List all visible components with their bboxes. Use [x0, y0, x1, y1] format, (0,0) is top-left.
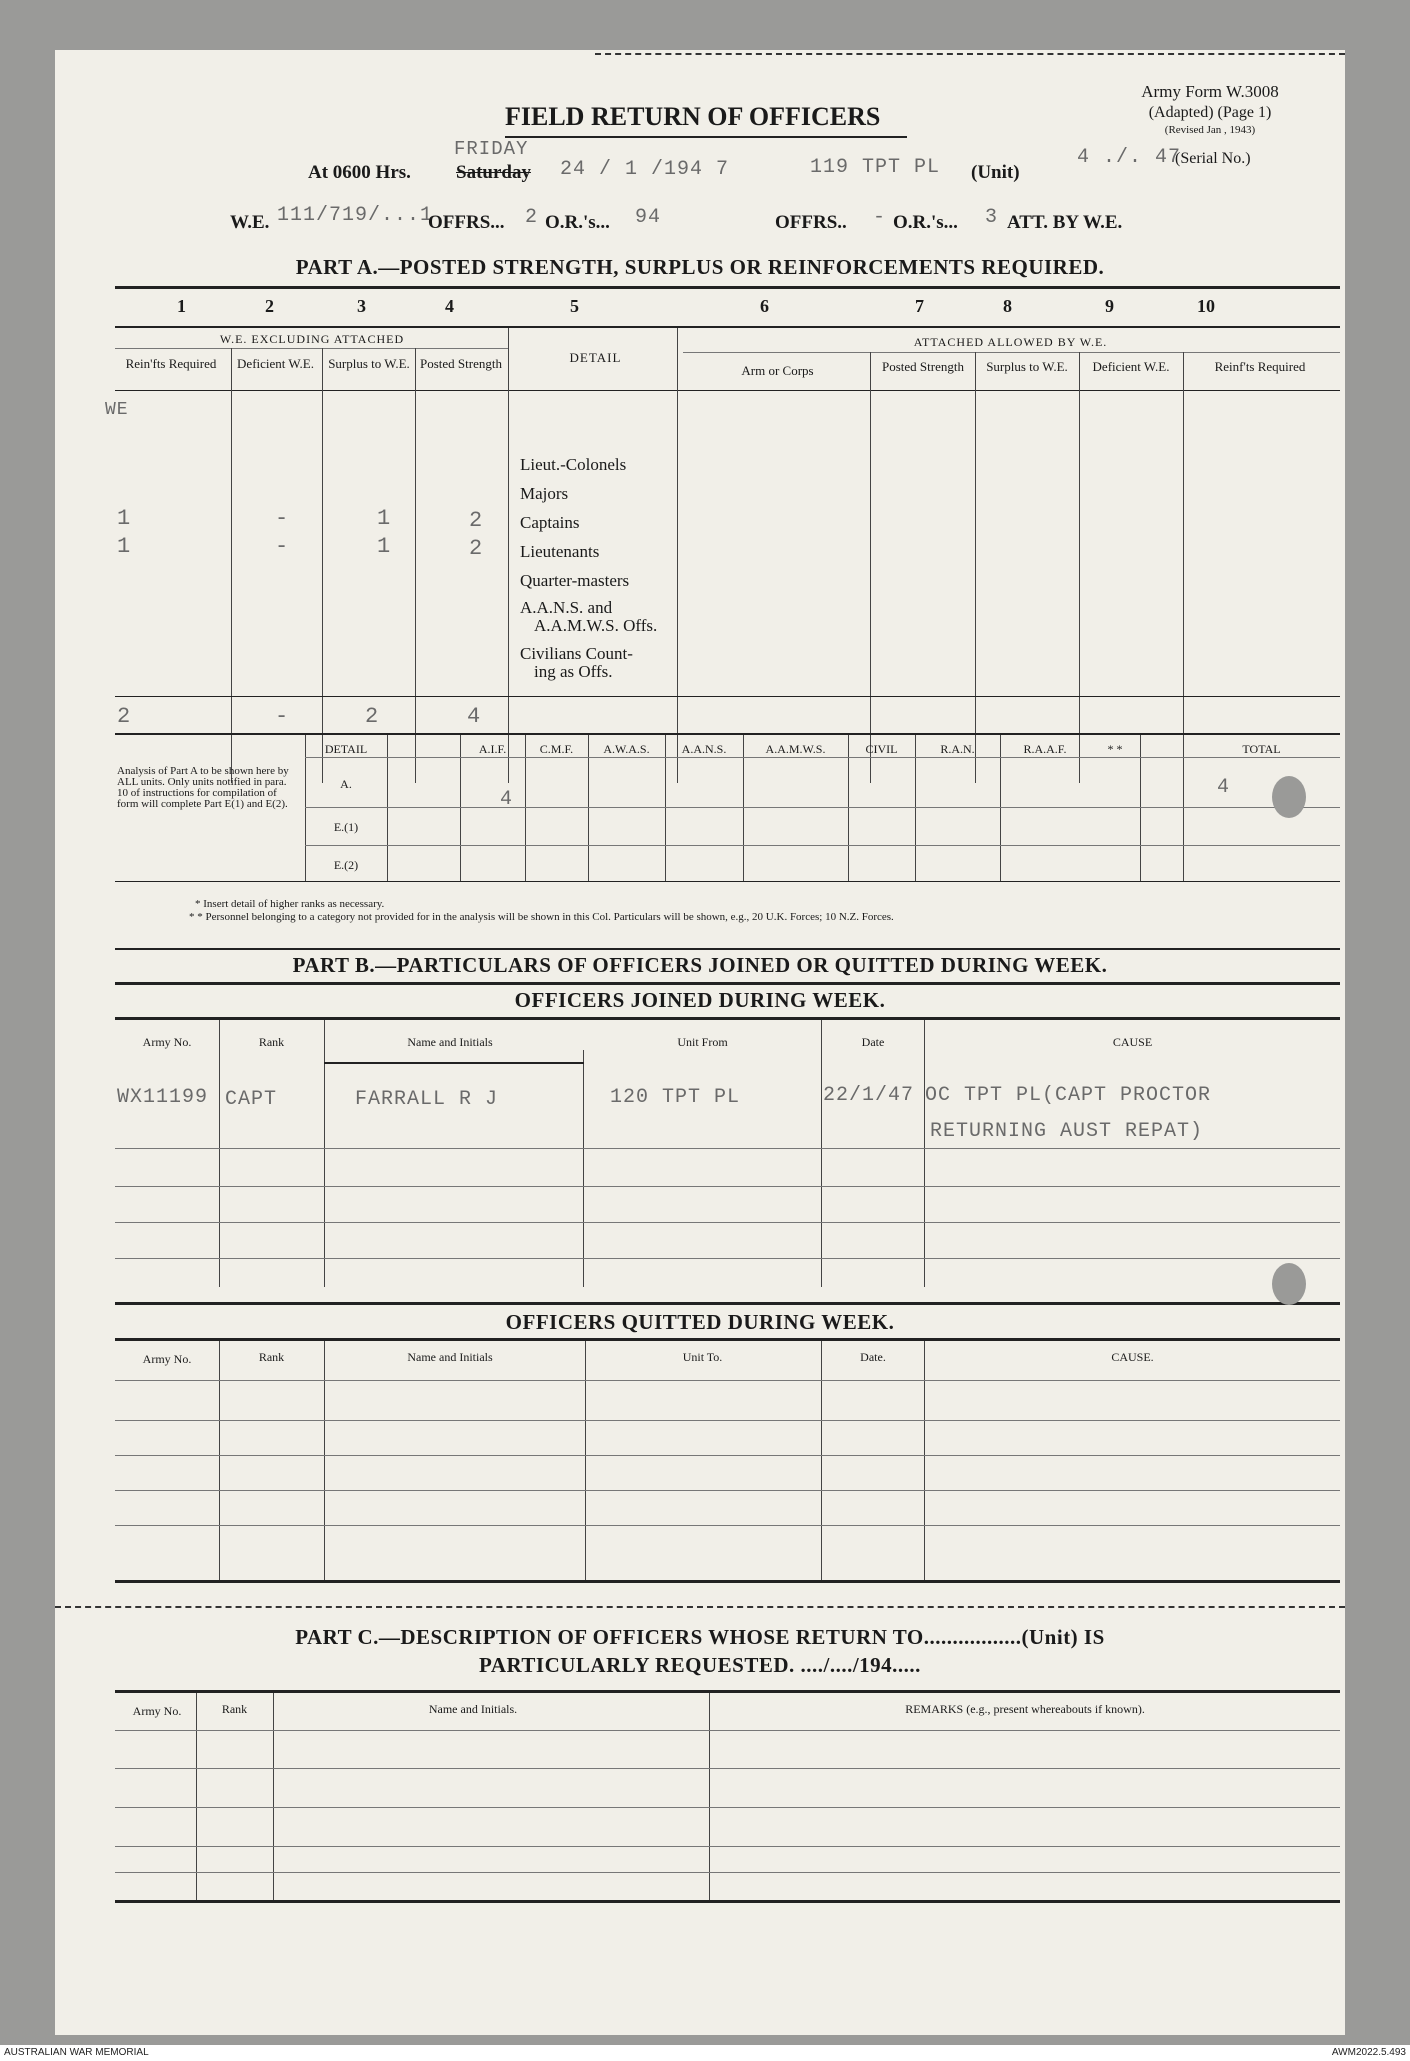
part-a-title: PART A.—POSTED STRENGTH, SURPLUS OR REINFORCEMENTS REQUIRED. — [295, 255, 1105, 279]
rule — [924, 1020, 925, 1287]
perforation-top — [595, 53, 1345, 55]
analysis-row-a: A. — [340, 777, 352, 791]
quitted-header: CAUSE. — [1111, 1350, 1154, 1364]
unit-name: 119 TPT PL — [810, 156, 941, 179]
joined-cause-line1: OC TPT PL(CAPT PROCTOR — [925, 1084, 1212, 1107]
adapted-label: (Adapted) (Page 1) — [1148, 104, 1272, 121]
joined-header: CAUSE — [1112, 1035, 1153, 1049]
rule — [683, 352, 1340, 353]
rule — [821, 1341, 822, 1581]
return-date: 24 / 1 /194 7 — [560, 158, 730, 181]
rule — [115, 1872, 1340, 1873]
rule — [115, 1580, 1340, 1583]
footer-accession-number: AWM2022.5.493 — [1331, 2047, 1406, 2058]
col-number: 3 — [357, 296, 366, 316]
detail-aans-line2: A.A.M.W.S. Offs. — [534, 616, 658, 635]
ors-att-label: O.R.'s... — [893, 212, 958, 233]
rule — [115, 1186, 1340, 1187]
rule — [305, 845, 1340, 846]
title-underline — [505, 136, 907, 138]
lieutenants-surplus: 1 — [377, 534, 392, 559]
rule — [219, 1341, 220, 1581]
analysis-row-e2: E.(2) — [333, 858, 359, 872]
analysis-note: Analysis of Part A to be shown here by ALL units. Only units notified in para. 10 of instructions for compilation of form will complete Part E(1) and E(2). — [117, 765, 289, 810]
rule — [115, 948, 1340, 950]
total-reinforcements: 2 — [117, 704, 132, 729]
rule — [115, 1258, 1340, 1259]
analysis-header: A.W.A.S. — [603, 742, 650, 756]
we-excluding-header: W.E. EXCLUDING ATTACHED — [219, 332, 405, 346]
rule — [305, 807, 1340, 808]
col-number: 9 — [1105, 296, 1114, 316]
col-number: 4 — [445, 296, 454, 316]
detail-aans-line1: A.A.N.S. and — [520, 598, 613, 617]
attached-allowed-header: ATTACHED ALLOWED BY W.E. — [913, 335, 1108, 349]
analysis-header: CIVIL — [865, 742, 898, 756]
rule — [415, 348, 416, 783]
total-surplus: 2 — [365, 704, 380, 729]
army-form-number: Army Form W.3008 — [1141, 82, 1279, 101]
ors-att-count: 3 — [985, 206, 999, 229]
rule — [1079, 352, 1080, 783]
analysis-header: R.A.N. — [940, 742, 975, 756]
col-header-deficient: Deficient W.E. — [237, 356, 314, 371]
rule — [219, 1020, 220, 1287]
col-header-att-reinforcements: Reinf'ts Required — [1214, 359, 1306, 374]
part-c-header: Rank — [221, 1702, 248, 1716]
col-header-arm-corps: Arm or Corps — [741, 363, 814, 378]
rule — [115, 348, 508, 349]
joined-cause-line2: RETURNING AUST REPAT) — [930, 1120, 1204, 1143]
offrs-att-label: OFFRS.. — [775, 212, 847, 233]
part-a-header-top — [115, 326, 1340, 328]
rule — [508, 328, 509, 783]
analysis-header: R.A.A.F. — [1023, 742, 1067, 756]
col-number: 10 — [1197, 296, 1215, 316]
rule — [115, 1380, 1340, 1381]
detail-civilians-line2: ing as Offs. — [534, 662, 613, 681]
detail-lieut-colonels: Lieut.-Colonels — [520, 455, 627, 474]
quitted-header: Name and Initials — [407, 1350, 493, 1364]
col-header-surplus: Surplus to W.E. — [328, 356, 410, 371]
detail-majors: Majors — [520, 484, 569, 503]
rule — [115, 1338, 1340, 1341]
we-number: 111/719/...1 — [277, 204, 434, 227]
joined-header: Unit From — [677, 1035, 728, 1049]
serial-label: (Serial No.) — [1175, 150, 1251, 167]
rule — [231, 348, 232, 783]
rule — [115, 1420, 1340, 1421]
detail-quarter-masters: Quarter-masters — [520, 571, 630, 590]
rule — [924, 1341, 925, 1581]
joined-rank: CAPT — [225, 1088, 278, 1111]
lieutenants-reinforcements: 1 — [117, 534, 132, 559]
rule — [115, 1017, 1340, 1020]
detail-lieutenants: Lieutenants — [520, 542, 600, 561]
col-header-att-surplus: Surplus to W.E. — [986, 359, 1068, 374]
rule — [677, 328, 678, 783]
col-header-att-deficient: Deficient W.E. — [1092, 359, 1170, 374]
rule — [305, 757, 1340, 758]
ors-count: 94 — [635, 206, 662, 229]
rule — [115, 390, 1340, 391]
rule — [115, 1900, 1340, 1903]
joined-date: 22/1/47 — [823, 1084, 915, 1107]
perforation-middle — [55, 1606, 1345, 1608]
rule — [115, 1807, 1340, 1808]
rule — [273, 1693, 274, 1900]
offrs-att-count: - — [873, 206, 887, 229]
detail-civilians — [520, 635, 657, 681]
serial-number: 4 ./. 47 — [1077, 146, 1182, 169]
unit-label: (Unit) — [971, 162, 1020, 183]
detail-captains: Captains — [520, 513, 580, 532]
analysis-header: * * — [1107, 742, 1123, 756]
rule — [585, 1341, 586, 1581]
captains-surplus: 1 — [377, 506, 392, 531]
punch-hole-lower — [1272, 1263, 1306, 1305]
col-number: 6 — [760, 296, 769, 316]
col-number: 7 — [915, 296, 924, 316]
rule — [975, 352, 976, 783]
col-header-posted-strength: Posted Strength — [420, 356, 502, 371]
rule — [115, 696, 1340, 697]
col-number: 2 — [265, 296, 274, 316]
part-c-header: Army No. — [132, 1704, 182, 1718]
quitted-header: Unit To. — [682, 1350, 723, 1364]
rule — [115, 1768, 1340, 1769]
quitted-title: OFFICERS QUITTED DURING WEEK. — [505, 1310, 895, 1334]
col-number: 1 — [177, 296, 186, 316]
rule — [115, 1302, 1340, 1305]
form-page — [55, 50, 1345, 2035]
rule — [583, 1050, 584, 1287]
joined-name: FARRALL R J — [355, 1088, 499, 1111]
analysis-header: A.A.N.S. — [681, 742, 727, 756]
rule — [115, 1730, 1340, 1731]
quitted-header: Date. — [860, 1350, 886, 1364]
detail-header: DETAIL — [569, 350, 622, 365]
col-header-att-posted: Posted Strength — [882, 359, 964, 374]
rule — [115, 1222, 1340, 1223]
at-hrs-label: At 0600 Hrs. — [308, 162, 411, 183]
offrs-label: OFFRS... — [428, 212, 505, 233]
quitted-header: Rank — [258, 1350, 285, 1364]
rule — [115, 733, 1340, 735]
part-c-header: REMARKS (e.g., present whereabouts if known). — [905, 1702, 1145, 1716]
rule — [322, 348, 323, 783]
analysis-header: DETAIL — [324, 742, 368, 756]
part-c-title-line1: PART C.—DESCRIPTION OF OFFICERS WHOSE RETURN TO.................(Unit) IS — [295, 1625, 1105, 1649]
offrs-count: 2 — [525, 206, 539, 229]
rule — [115, 1846, 1340, 1847]
part-c-title-line2: PARTICULARLY REQUESTED. ..../..../194..... — [479, 1653, 921, 1677]
part-c-header: Name and Initials. — [428, 1702, 518, 1716]
analysis-total-a: 4 — [1217, 776, 1231, 799]
lieutenants-deficient: - — [275, 534, 290, 559]
we-label: W.E. — [230, 212, 270, 233]
revised-label: (Revised Jan , 1943) — [1164, 124, 1256, 136]
analysis-header: C.M.F. — [539, 742, 574, 756]
lieutenants-posted: 2 — [469, 536, 484, 561]
rule — [196, 1693, 197, 1900]
analysis-row-e1: E.(1) — [333, 820, 359, 834]
detail-civilians-line1: Civilians Count- — [520, 644, 633, 663]
joined-army-no: WX11199 — [117, 1086, 209, 1109]
image-footer — [0, 2045, 1410, 2061]
col-number: 8 — [1003, 296, 1012, 316]
captains-deficient: - — [275, 506, 290, 531]
rule — [115, 1455, 1340, 1456]
total-posted: 4 — [467, 704, 482, 729]
rule — [709, 1693, 710, 1900]
col-number: 5 — [570, 296, 579, 316]
captains-posted: 2 — [469, 508, 484, 533]
rule — [115, 1690, 1340, 1693]
rule — [115, 1490, 1340, 1491]
analysis-header: A.I.F. — [478, 742, 507, 756]
part-b-title: PART B.—PARTICULARS OF OFFICERS JOINED OR QUITTED DURING WEEK. — [292, 953, 1108, 977]
we-annotation: WE — [105, 400, 129, 420]
detail-aans — [520, 595, 657, 635]
captains-reinforcements: 1 — [117, 506, 132, 531]
punch-hole-upper — [1272, 776, 1306, 818]
ors-label: O.R.'s... — [545, 212, 610, 233]
rule — [1183, 352, 1184, 783]
col-header-reinforcements: Rein'fts Required — [125, 356, 217, 371]
part-a-rule — [115, 286, 1340, 289]
rule — [324, 1020, 325, 1287]
rule — [870, 352, 871, 783]
joined-header: Name and Initials — [407, 1035, 493, 1049]
rule — [821, 1020, 822, 1287]
analysis-aif-a: 4 — [500, 788, 514, 811]
printed-day: Saturday — [456, 162, 531, 183]
footnote-other-personnel: * * Personnel belonging to a category not provided for in the analysis will be shown in this Col. Particulars will be shown, e.g., 20 U.K. Forces; 10 N.Z. Forces. — [189, 911, 894, 923]
detail-list — [520, 450, 657, 681]
analysis-header: A.A.M.W.S. — [765, 742, 826, 756]
joined-title: OFFICERS JOINED DURING WEEK. — [514, 988, 886, 1012]
analysis-header: TOTAL — [1242, 742, 1281, 756]
rule — [115, 1525, 1340, 1526]
form-title: FIELD RETURN OF OFFICERS — [505, 102, 881, 131]
joined-header: Date — [861, 1035, 885, 1049]
footer-institution: AUSTRALIAN WAR MEMORIAL — [4, 2047, 149, 2058]
quitted-header: Army No. — [142, 1352, 192, 1366]
footnote-higher-ranks: * Insert detail of higher ranks as necessary. — [195, 898, 385, 910]
rule — [115, 881, 1340, 882]
rule — [115, 982, 1340, 985]
joined-header: Rank — [258, 1035, 285, 1049]
typed-day: FRIDAY — [454, 138, 529, 160]
joined-header: Army No. — [142, 1035, 192, 1049]
rule — [324, 1341, 325, 1581]
rule — [324, 1062, 584, 1064]
att-by-we-label: ATT. BY W.E. — [1007, 212, 1123, 233]
total-deficient: - — [275, 704, 290, 729]
rule — [115, 1148, 1340, 1149]
joined-unit-from: 120 TPT PL — [610, 1086, 741, 1109]
